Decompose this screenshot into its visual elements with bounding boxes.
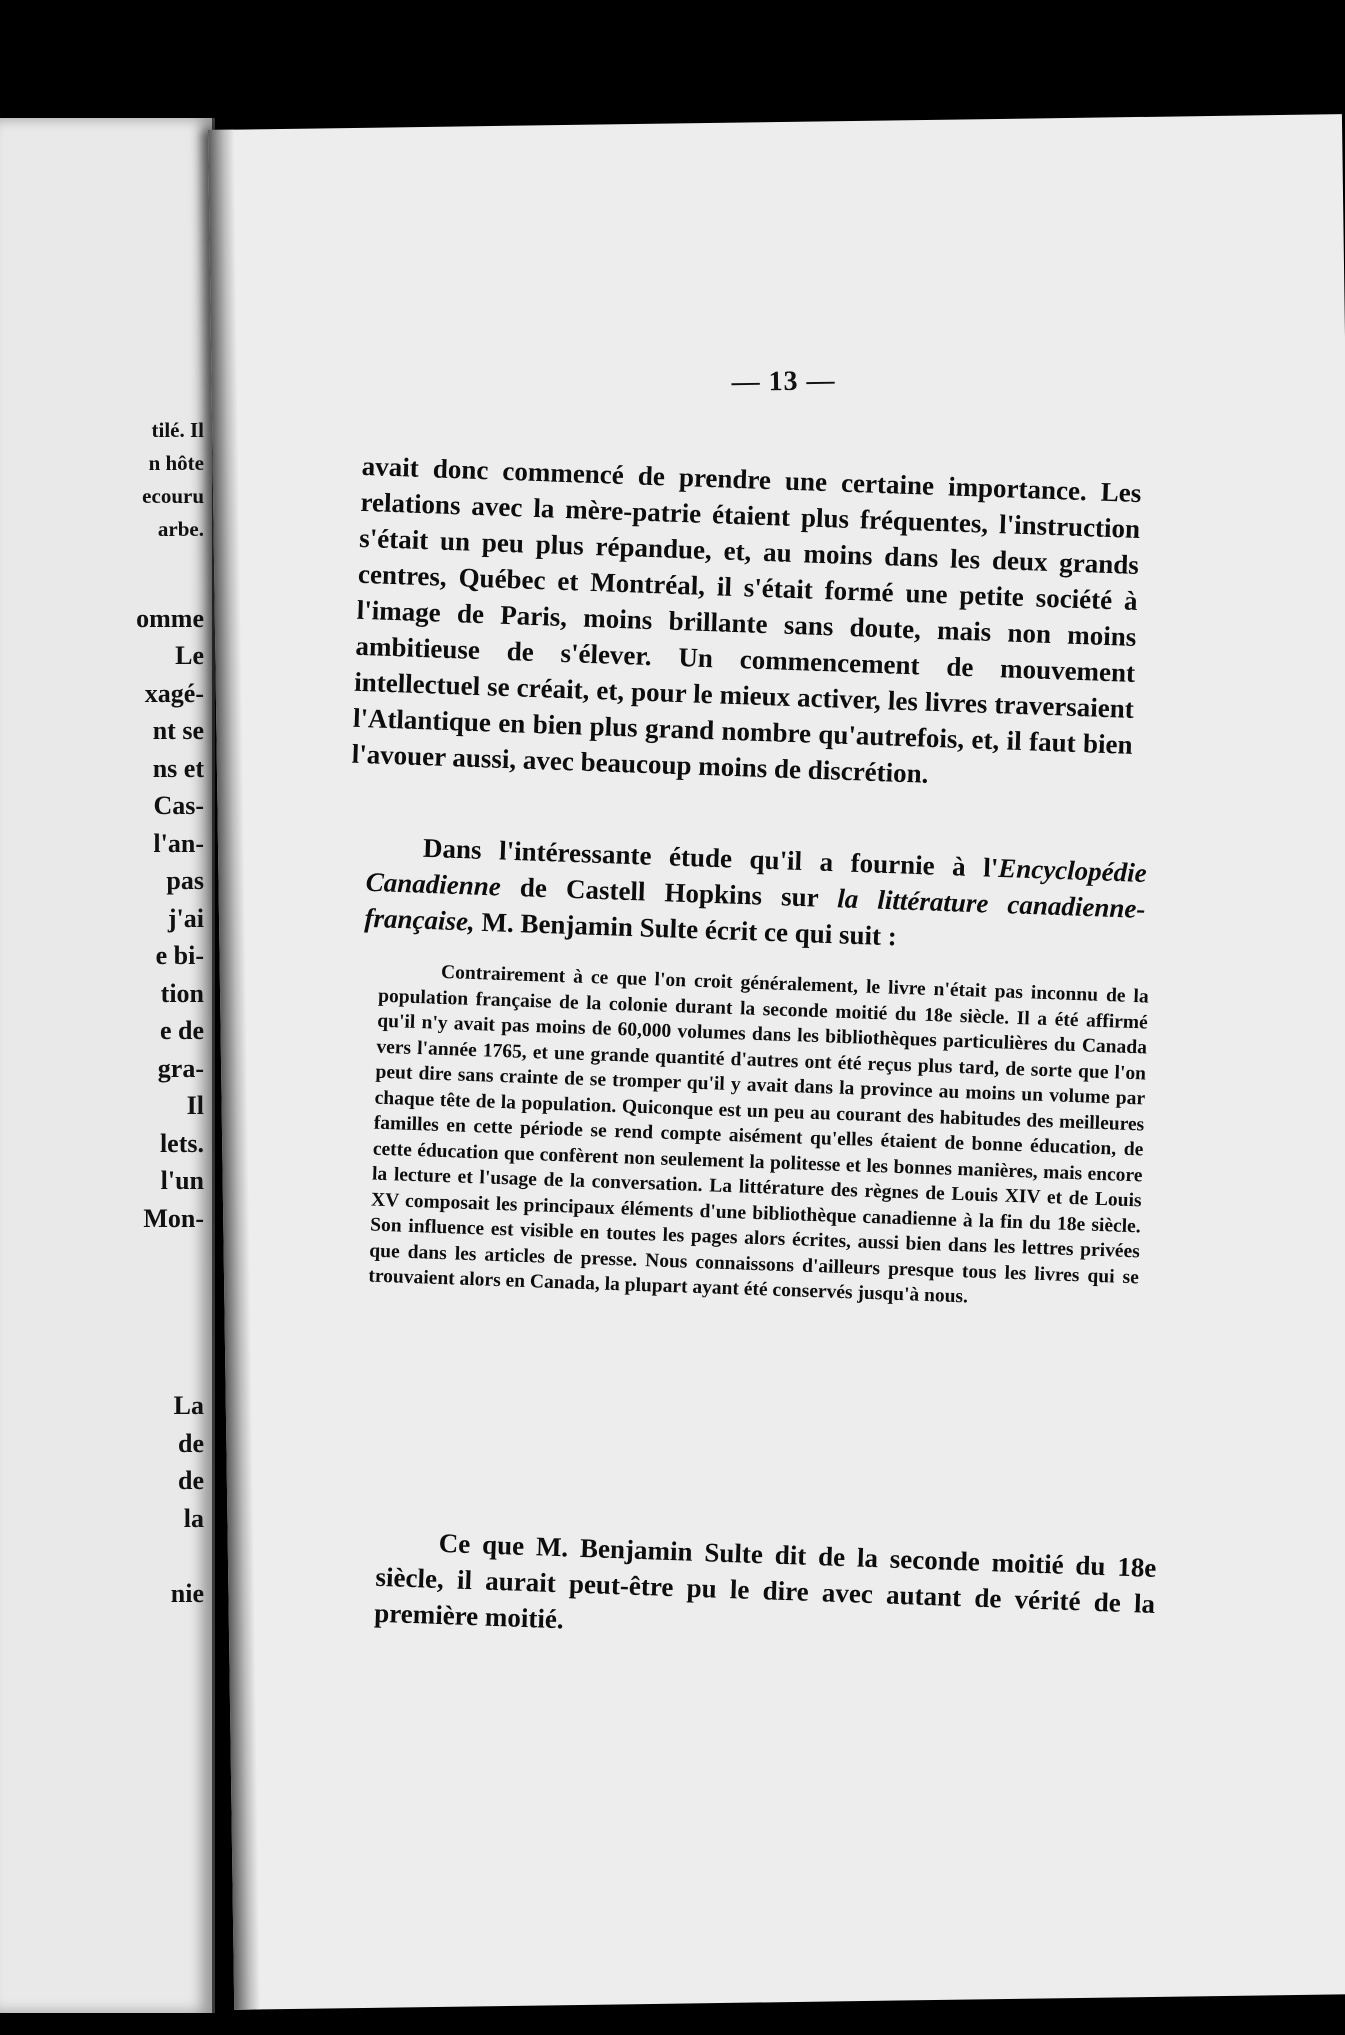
page-gutter <box>208 130 260 2010</box>
facing-page-line: nt se <box>152 716 204 745</box>
facing-page-line: ecouru <box>142 484 204 508</box>
facing-page-line: Cas- <box>153 791 204 820</box>
facing-page-line: lets. <box>159 1128 204 1158</box>
paragraph-2-part-3: M. Benjamin Sulte écrit ce qui suit : <box>474 906 898 952</box>
facing-page-line: la <box>183 1503 204 1533</box>
facing-page-line: Mon- <box>143 1203 204 1233</box>
paragraph-1: avait donc commencé de prendre une certaine importance. Les relations avec la mère-patrie étaient plus fréquentes, l'instruction s'était un peu plus répandue, et, au moins dans les deux grands centres, Québec et Montréal, il s'était formé une petite société à l'image de Paris, moins brillante sans doute, mais non moins ambitieuse de s'élever. Un commencement de mouvement intellectuel se créait, et, pour le mieux activer, les livres traversaient l'Atlantique en bien plus grand nombre qu'autrefois, et, il faut bien l'avouer aussi, avec beaucoup moins de discrétion. <box>351 450 1142 789</box>
facing-page-line: gra- <box>157 1053 204 1083</box>
paragraph-3: Ce que M. Benjamin Sulte dit de la seconde moitié du 18e siècle, il aurait peut-être pu le dire avec autant de vérité de la première moitié. <box>373 1527 1157 1635</box>
facing-page-line: arbe. <box>157 517 204 541</box>
facing-page-line: l'an- <box>153 828 204 858</box>
facing-page-line: e de <box>159 1016 204 1045</box>
paragraph-2 <box>364 828 1147 963</box>
facing-page-line: La <box>173 1391 204 1420</box>
facing-page-line: pas <box>166 866 204 895</box>
facing-page-line: Le <box>175 641 204 670</box>
paragraph-2-italic-1: Encyclopédie Canadienne <box>365 852 1148 902</box>
facing-page-line: nie <box>170 1578 204 1608</box>
facing-page-line: e bi- <box>155 941 204 970</box>
facing-page-line: omme <box>136 603 204 633</box>
page-number: — 13 — <box>731 365 836 398</box>
paragraph-2-part-2: de Castell Hopkins sur <box>500 871 838 914</box>
facing-page-line: de <box>178 1466 204 1495</box>
paragraph-2-part-1: Dans l'intéressante étude qu'il a fournie à l' <box>422 832 999 883</box>
paragraph-2-italic-2: la littérature canadienne-française, <box>364 883 1146 937</box>
facing-page-line: tilé. Il <box>151 418 204 442</box>
facing-page-line: tion <box>160 978 204 1008</box>
facing-page-line: ns et <box>152 753 204 783</box>
facing-page-line: j'ai <box>167 903 204 933</box>
facing-page-line: l'un <box>160 1166 204 1195</box>
book-page <box>208 114 1345 2010</box>
facing-page-line: n hôte <box>148 451 204 475</box>
block-quote: Contrairement à ce que l'on croit généralement, le livre n'était pas inconnu de la population française de la colonie durant la seconde moitié du 18e siècle. Il a été affirmé qu'il n'y avait pas moins de 60,000 volumes dans les bibliothèques particulières du Canada vers l'année 1765, et une grande quantité d'autres ont été reçus plus tard, de sorte que l'on peut dire sans crainte de se tromper qu'il y avait dans la province au moins un volume par chaque tête de la population. Quiconque est un peu au courant des habitudes des meilleures familles en cette période se rend compte aisément qu'elles étaient de bonne éducation, de cette éducation que confèrent non seulement la politesse et les bonnes manières, mais encore la lecture et l'usage de la conversation. La littérature des règnes de Louis XIV et de Louis XV composait les principaux éléments d'une bibliothèque canadienne à la fin du 18e siècle. Son influence est visible en toutes les pages alors écrites, aussi bien dans les lettres privées que dans les articles de presse. Nous connaissons d'ailleurs presque tous les livres qui se trouvaient alors en Canada, la plupart ayant été conservés jusqu'à nous. <box>368 961 1150 1308</box>
facing-page-line: de <box>178 1428 204 1458</box>
facing-page <box>0 118 215 2013</box>
facing-page-line: Il <box>186 1091 204 1120</box>
facing-page-line: xagé- <box>144 678 204 708</box>
